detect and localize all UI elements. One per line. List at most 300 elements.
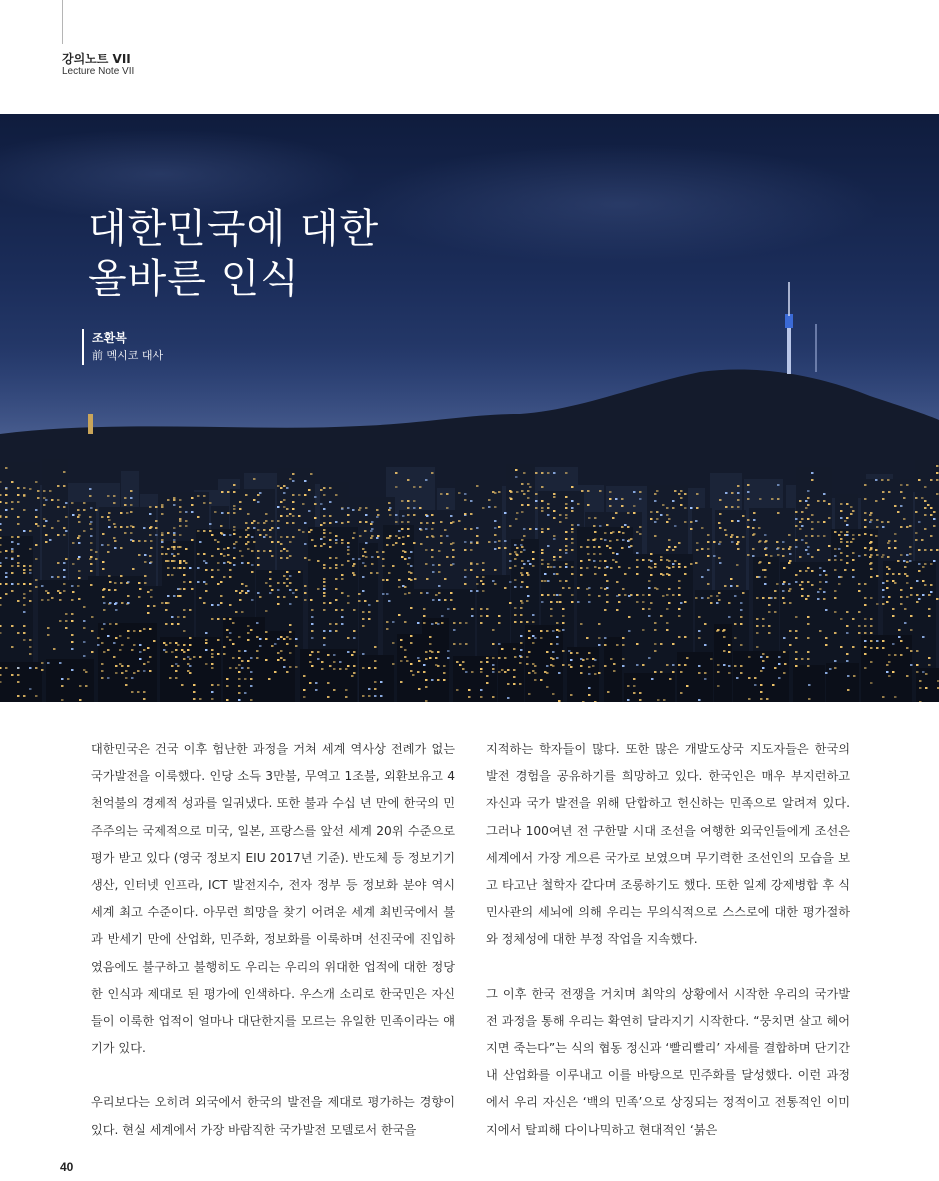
window-light	[179, 560, 182, 562]
body-paragraph: 지적하는 학자들이 많다. 또한 많은 개발도상국 지도자들은 한국의 발전 경험을 공유하기를 희망하고 있다. 한국인은 매우 부지런하고 자신과 국가 발전을 위해 단합하고 헌신하는 민족으로 알려져 있다. 그러나 100여년 전 구한말 시대 조선을 여행한 외국인들에게 조선은 세계에서 가장 게으른 국가로 보였으며 무기력한 조선인의 모습을 보고 타고난 철학자 같다며 조롱하기도 했다. 또한 일제 강제병합 후 식민사관의 세뇌에 의해 우리는 무의식적으로 스스로에 대한 평가절하와 정체성에 대한 부정 작업을 지속했다.	[486, 742, 850, 947]
window-light	[527, 504, 530, 506]
window-light	[256, 622, 259, 624]
window-light	[507, 683, 510, 685]
window-light	[514, 656, 517, 658]
window-light	[310, 529, 313, 531]
window-light	[304, 522, 307, 524]
window-light	[718, 543, 721, 545]
window-light	[888, 596, 891, 598]
window-light	[731, 506, 734, 508]
window-light	[247, 527, 250, 529]
window-light	[90, 549, 93, 551]
window-light	[807, 623, 810, 625]
window-light	[429, 636, 432, 638]
window-light	[407, 528, 410, 530]
window-light	[651, 678, 654, 680]
window-light	[875, 549, 878, 551]
window-light	[245, 592, 248, 594]
window-light	[323, 567, 326, 569]
window-light	[742, 536, 745, 538]
window-light	[127, 665, 130, 667]
window-light	[298, 515, 301, 517]
window-light	[286, 636, 289, 638]
window-light	[280, 487, 283, 489]
window-light	[150, 561, 153, 563]
window-light	[547, 566, 550, 568]
window-light	[864, 667, 867, 669]
body-paragraph: 그 이후 한국 전쟁을 거치며 최악의 상황에서 시작한 우리의 국가발전 과정을 통해 우리는 확연히 달라지기 시작한다. “뭉치면 살고 헤어지면 죽는다”는 식의 협동 정신과 ‘빨리빨리’ 자세를 결합하며 단기간 내 산업화를 이루내고 이를 바탕으로 민주화를 달성했다. 이런 과정에서 우리 자신은 ‘백의 민족’으로 상징되는 정적이고 전통적인 이미지에서 탈피해 다이나믹하고 현대적인 ‘붉은	[486, 986, 850, 1137]
window-light	[217, 569, 220, 571]
window-light	[153, 605, 156, 607]
window-light	[57, 576, 60, 578]
window-light	[571, 486, 574, 488]
window-light	[701, 527, 704, 529]
window-light	[847, 675, 850, 677]
window-light	[0, 537, 2, 539]
window-light	[900, 554, 903, 556]
window-light	[674, 525, 677, 527]
window-light	[811, 556, 814, 558]
window-light	[143, 670, 146, 672]
window-light	[678, 566, 681, 568]
window-light	[229, 667, 232, 669]
window-light	[844, 569, 847, 571]
window-light	[680, 671, 683, 673]
window-light	[678, 580, 681, 582]
window-light	[362, 653, 365, 655]
window-light	[407, 521, 410, 523]
window-light	[345, 668, 348, 670]
window-light	[438, 550, 441, 552]
window-light	[492, 696, 495, 698]
window-light	[292, 522, 295, 524]
window-light	[247, 625, 250, 627]
window-light	[269, 592, 272, 594]
window-light	[365, 514, 368, 516]
window-light	[894, 696, 897, 698]
window-light	[513, 669, 516, 671]
window-light	[229, 618, 232, 620]
window-light	[167, 532, 170, 534]
window-light	[47, 662, 50, 664]
window-light	[23, 695, 26, 697]
window-light	[480, 668, 483, 670]
window-light	[45, 520, 48, 522]
window-light	[289, 541, 292, 543]
window-light	[870, 661, 873, 663]
window-light	[43, 490, 46, 492]
window-light	[587, 553, 590, 555]
window-light	[516, 547, 519, 549]
window-light	[565, 545, 568, 547]
window-light	[364, 600, 367, 602]
window-light	[263, 536, 266, 538]
window-light	[83, 641, 86, 643]
window-light	[289, 638, 292, 640]
window-light	[870, 548, 873, 550]
window-light	[799, 556, 802, 558]
window-light	[807, 497, 810, 499]
window-light	[604, 588, 607, 590]
window-light	[209, 523, 212, 525]
window-light	[622, 665, 625, 667]
window-light	[752, 555, 755, 557]
window-light	[29, 600, 32, 602]
window-light	[217, 541, 220, 543]
window-light	[189, 609, 192, 611]
window-light	[850, 541, 853, 543]
window-light	[347, 553, 350, 555]
window-light	[656, 490, 659, 492]
window-light	[464, 541, 467, 543]
window-light	[886, 671, 889, 673]
window-light	[259, 645, 262, 647]
window-light	[864, 625, 867, 627]
window-light	[85, 685, 88, 687]
window-light	[189, 581, 192, 583]
window-light	[209, 530, 212, 532]
window-light	[11, 551, 14, 553]
window-light	[795, 651, 798, 653]
window-light	[713, 541, 716, 543]
window-light	[553, 493, 556, 495]
window-light	[654, 587, 657, 589]
window-light	[910, 594, 913, 596]
window-light	[347, 595, 350, 597]
window-light	[580, 574, 583, 576]
window-light	[125, 670, 128, 672]
window-light	[480, 608, 483, 610]
window-light	[335, 521, 338, 523]
window-light	[698, 616, 701, 618]
window-light	[438, 564, 441, 566]
window-light	[906, 582, 909, 584]
window-light	[624, 594, 627, 596]
window-light	[265, 659, 268, 661]
window-light	[594, 573, 597, 575]
window-light	[71, 599, 74, 601]
window-light	[327, 682, 330, 684]
window-light	[562, 650, 565, 652]
window-light	[440, 521, 443, 523]
window-light	[789, 630, 792, 632]
window-light	[310, 473, 313, 475]
window-light	[226, 699, 229, 701]
window-light	[534, 679, 537, 681]
window-light	[72, 514, 75, 516]
window-light	[882, 640, 885, 642]
window-light	[922, 594, 925, 596]
window-light	[233, 526, 236, 528]
window-light	[488, 541, 491, 543]
window-light	[696, 542, 699, 544]
window-light	[520, 621, 523, 623]
window-light	[570, 659, 573, 661]
window-light	[295, 596, 298, 598]
window-light	[562, 629, 565, 631]
window-light	[654, 493, 657, 495]
window-light	[335, 630, 338, 632]
n-seoul-tower-top	[785, 314, 793, 328]
window-light	[23, 597, 26, 599]
window-light	[788, 534, 791, 536]
window-light	[488, 499, 491, 501]
window-light	[459, 643, 462, 645]
window-light	[229, 604, 232, 606]
window-light	[776, 583, 779, 585]
window-light	[736, 585, 739, 587]
window-light	[910, 629, 913, 631]
window-light	[277, 485, 280, 487]
window-light	[263, 522, 266, 524]
window-light	[103, 609, 106, 611]
window-light	[423, 615, 426, 617]
window-light	[909, 525, 912, 527]
window-light	[654, 629, 657, 631]
window-light	[147, 612, 150, 614]
window-light	[633, 678, 636, 680]
window-light	[805, 549, 808, 551]
window-light	[17, 516, 20, 518]
window-light	[220, 581, 223, 583]
body-paragraph: 대한민국은 건국 이후 험난한 과정을 거쳐 세계 역사상 전례가 없는 국가발전을 이룩했다. 인당 소득 3만불, 무역고 1조불, 외환보유고 4천억불의 경제적 성과를 일궈냈다. 또한 불과 수십 년 만에 한국의 민주주의는 국제적으로 미국, 일본, 프랑스를 앞선 세계 20위 수준으로 평가 받고 있다 (영국 정보지 EIU 2017년 기준). 반도체 등 정보기기 생산, 인터넷 인프라, ICT 발전지수, 전자 정부 등 정보화 분야 역시 세계 최고 수준이다. 아무런 희망을 찾기 어려운 세계 최빈국에서 불과 반세기 만에 산업화, 민주화, 정보화를 이룩하며 선진국에 진입하였음에도 불구하고 불행히도 우리는 우리의 위대한 업적에 대한 정당한 인식과 제대로 된 평가에 인색하다. 우스개 소리로 한국민은 자신들이 이룩한 업적이 얼마나 대단한지를 모르는 유일한 민족이라는 얘기가 있다.	[91, 742, 455, 1056]
window-light	[928, 657, 931, 659]
window-light	[203, 495, 206, 497]
window-light	[546, 665, 549, 667]
window-light	[187, 670, 190, 672]
window-light	[321, 661, 324, 663]
window-light	[83, 620, 86, 622]
window-light	[910, 615, 913, 617]
window-light	[568, 664, 571, 666]
window-light	[864, 512, 867, 514]
window-light	[197, 516, 200, 518]
window-light	[924, 486, 927, 488]
window-light	[127, 630, 130, 632]
window-light	[520, 600, 523, 602]
window-light	[604, 609, 607, 611]
author-byline	[82, 329, 163, 365]
window-light	[795, 665, 798, 667]
window-light	[23, 569, 26, 571]
window-light	[83, 530, 86, 532]
window-light	[570, 666, 573, 668]
window-light	[698, 699, 701, 701]
window-light	[852, 510, 855, 512]
window-light	[238, 664, 241, 666]
window-light	[173, 567, 176, 569]
window-light	[550, 608, 553, 610]
window-light	[450, 522, 453, 524]
window-light	[900, 589, 903, 591]
window-light	[238, 678, 241, 680]
window-light	[817, 500, 820, 502]
window-light	[233, 508, 236, 510]
window-light	[764, 548, 767, 550]
window-light	[521, 574, 524, 576]
window-light	[526, 572, 529, 574]
window-light	[173, 527, 176, 529]
window-light	[233, 557, 236, 559]
window-light	[323, 536, 326, 538]
window-light	[431, 679, 434, 681]
window-light	[782, 583, 785, 585]
window-light	[185, 520, 188, 522]
window-light	[666, 594, 669, 596]
window-light	[335, 564, 338, 566]
window-light	[492, 643, 495, 645]
window-light	[514, 614, 517, 616]
window-light	[247, 632, 250, 634]
window-light	[277, 603, 280, 605]
window-light	[244, 692, 247, 694]
window-light	[173, 532, 176, 534]
window-light	[520, 607, 523, 609]
window-light	[171, 560, 174, 562]
window-light	[314, 545, 317, 547]
window-light	[514, 565, 517, 567]
window-light	[828, 545, 831, 547]
window-light	[329, 602, 332, 604]
window-light	[540, 630, 543, 632]
window-light	[304, 494, 307, 496]
window-light	[933, 560, 936, 562]
window-light	[869, 521, 872, 523]
window-light	[335, 542, 338, 544]
window-light	[268, 678, 271, 680]
window-light	[245, 529, 248, 531]
window-light	[302, 503, 305, 505]
window-light	[432, 599, 435, 601]
window-light	[678, 493, 681, 495]
window-light	[108, 575, 111, 577]
window-light	[498, 671, 501, 673]
window-light	[109, 623, 112, 625]
window-light	[323, 522, 326, 524]
window-light	[269, 529, 272, 531]
window-light	[795, 511, 798, 513]
window-light	[35, 579, 38, 581]
window-light	[888, 568, 891, 570]
window-light	[756, 576, 759, 578]
window-light	[680, 692, 683, 694]
window-light	[807, 567, 810, 569]
window-light	[223, 548, 226, 550]
window-light	[476, 535, 479, 537]
window-light	[728, 616, 731, 618]
window-light	[211, 653, 214, 655]
window-light	[71, 620, 74, 622]
window-light	[250, 678, 253, 680]
window-light	[823, 493, 826, 495]
window-light	[398, 579, 401, 581]
window-light	[446, 507, 449, 509]
window-light	[740, 616, 743, 618]
window-light	[103, 623, 106, 625]
window-light	[29, 646, 32, 648]
window-light	[915, 497, 918, 499]
window-light	[333, 668, 336, 670]
window-light	[805, 570, 808, 572]
window-light	[788, 548, 791, 550]
window-light	[232, 643, 235, 645]
window-light	[924, 500, 927, 502]
window-light	[256, 657, 259, 659]
window-light	[480, 615, 483, 617]
window-light	[892, 671, 895, 673]
window-light	[130, 511, 133, 513]
window-light	[127, 595, 130, 597]
window-light	[71, 585, 74, 587]
window-light	[437, 665, 440, 667]
window-light	[894, 582, 897, 584]
window-light	[274, 643, 277, 645]
window-light	[604, 567, 607, 569]
window-light	[235, 541, 238, 543]
window-light	[127, 637, 130, 639]
window-light	[191, 504, 194, 506]
window-light	[197, 553, 200, 555]
window-light	[807, 490, 810, 492]
window-light	[594, 673, 597, 675]
window-light	[241, 660, 244, 662]
window-light	[374, 660, 377, 662]
window-light	[758, 541, 761, 543]
window-light	[211, 656, 214, 658]
window-light	[558, 700, 561, 702]
window-light	[723, 650, 726, 652]
window-light	[870, 534, 873, 536]
window-light	[892, 643, 895, 645]
window-light	[238, 650, 241, 652]
window-light	[144, 554, 147, 556]
window-light	[886, 601, 889, 603]
window-light	[610, 532, 613, 534]
window-light	[320, 538, 323, 540]
window-light	[795, 630, 798, 632]
window-light	[648, 615, 651, 617]
window-light	[5, 550, 8, 552]
window-light	[29, 653, 32, 655]
window-light	[191, 511, 194, 513]
window-light	[476, 485, 479, 487]
window-light	[132, 540, 135, 542]
window-light	[540, 679, 543, 681]
window-light	[636, 573, 639, 575]
window-light	[532, 663, 535, 665]
window-light	[900, 640, 903, 642]
window-light	[519, 683, 522, 685]
window-light	[90, 584, 93, 586]
window-light	[716, 595, 719, 597]
window-light	[494, 506, 497, 508]
window-light	[43, 497, 46, 499]
window-light	[438, 592, 441, 594]
window-light	[173, 595, 176, 597]
window-light	[83, 502, 86, 504]
window-light	[523, 563, 526, 565]
window-light	[138, 540, 141, 542]
window-light	[57, 485, 60, 487]
window-light	[936, 598, 939, 600]
cloud	[360, 144, 880, 264]
window-light	[740, 672, 743, 674]
window-light	[936, 493, 939, 495]
window-light	[177, 665, 180, 667]
window-light	[329, 532, 332, 534]
window-light	[323, 515, 326, 517]
window-light	[61, 685, 64, 687]
